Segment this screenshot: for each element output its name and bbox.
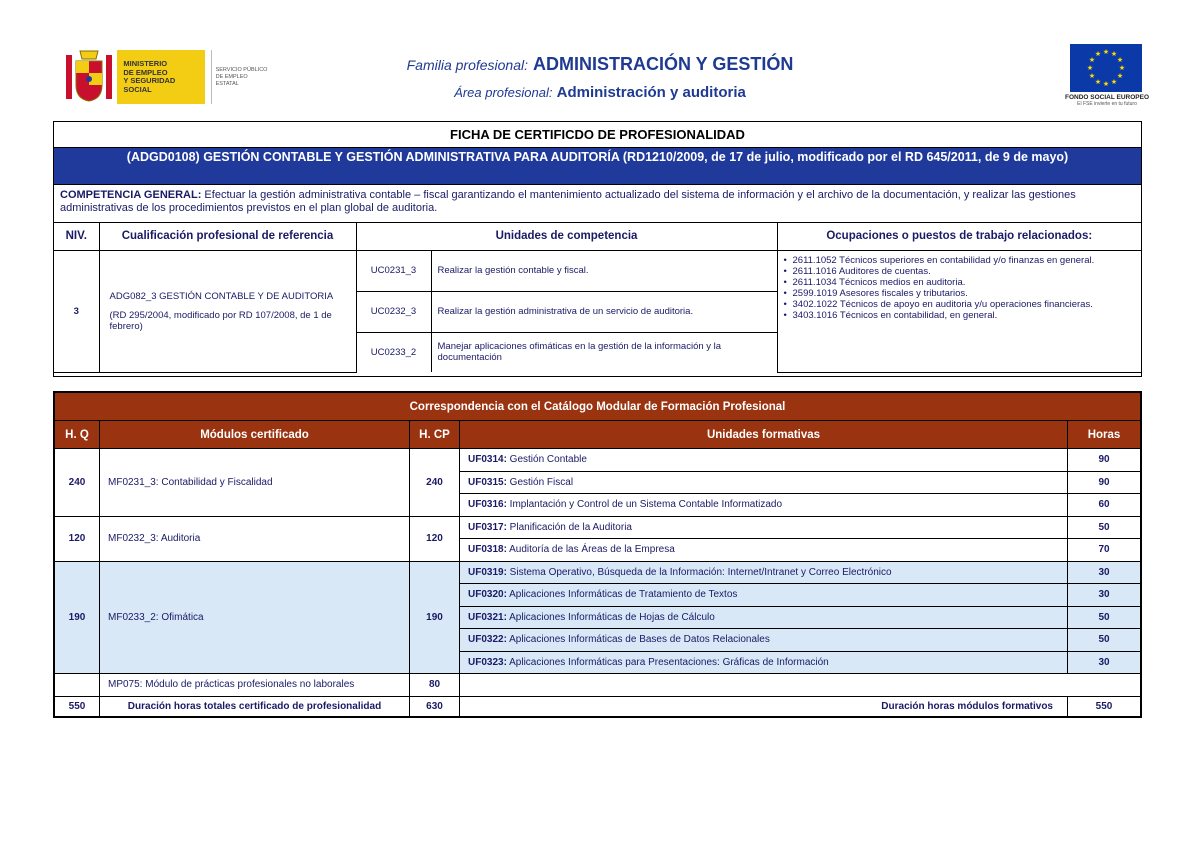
uf-cell	[460, 651, 1068, 674]
uf-cell	[460, 449, 1068, 472]
uf-cell	[460, 516, 1068, 539]
module-hcp: 240	[410, 449, 460, 517]
familia-profesional	[0, 54, 1200, 75]
table-row	[55, 516, 1141, 539]
uc-code: UC0233_2	[356, 332, 431, 372]
svg-text:★: ★	[1102, 80, 1110, 88]
uf-cell	[460, 539, 1068, 562]
uf-horas: 70	[1068, 539, 1141, 562]
ocupaciones-cell	[777, 250, 1141, 372]
uf-code: UF0314:	[468, 454, 507, 466]
catalogo-modular	[53, 391, 1142, 718]
horas-header: Horas	[1068, 421, 1141, 449]
practicas-name: MP075: Módulo de prácticas profesionales no laborales	[100, 674, 410, 697]
empty-cell	[460, 674, 1141, 697]
svg-text:★: ★	[1116, 72, 1124, 80]
uf-cell	[460, 629, 1068, 652]
uf-cell	[460, 471, 1068, 494]
list-item: • 2611.1034 Técnicos medios en auditoria.	[784, 277, 1136, 288]
familia-label: Familia profesional:	[406, 57, 528, 73]
total-hq: 550	[55, 696, 100, 716]
area-label: Área profesional:	[454, 85, 553, 100]
cualificacion-rd: (RD 295/2004, modificado por RD 107/2008, de 1 de febrero)	[109, 309, 332, 332]
uc-code: UC0232_3	[356, 291, 431, 332]
ministry-line: Y SEGURIDAD SOCIAL	[123, 76, 176, 94]
catalogo-caption: Correspondencia con el Catálogo Modular de Formación Profesional	[55, 393, 1141, 421]
uf-code: UF0323:	[468, 656, 507, 668]
module-name: MF0233_2: Ofimática	[100, 561, 410, 674]
modulos-table	[54, 392, 1141, 717]
ministry-line: MINISTERIO	[123, 59, 168, 68]
uf-cell	[460, 606, 1068, 629]
uf-horas: 30	[1068, 584, 1141, 607]
module-hcp: 120	[410, 516, 460, 561]
cualificacion-table	[54, 223, 1141, 373]
uf-code: UF0320:	[468, 589, 507, 601]
unidades-header: Unidades de competencia	[356, 223, 777, 250]
uf-name: Aplicaciones Informáticas de Bases de Datos Relacionales	[506, 634, 770, 646]
page-header	[0, 0, 1200, 120]
ocupaciones-header: Ocupaciones o puestos de trabajo relacionados:	[777, 223, 1141, 250]
uf-horas: 90	[1068, 449, 1141, 472]
cualificacion-cell	[99, 250, 356, 372]
competencia-general	[54, 185, 1141, 223]
uf-code: UF0321:	[468, 611, 507, 623]
competencia-label: COMPETENCIA GENERAL:	[60, 189, 202, 201]
uf-horas: 50	[1068, 629, 1141, 652]
uf-code: UF0317:	[468, 521, 507, 533]
total-uf-label: Duración horas módulos formativos	[460, 696, 1068, 716]
module-hq: 190	[55, 561, 100, 674]
ministry-line: DE EMPLEO	[123, 67, 168, 77]
niv-value: 3	[54, 250, 99, 372]
cualificacion-name: ADG082_3 GESTIÓN CONTABLE Y DE AUDITORIA	[109, 290, 334, 302]
niv-header: NIV.	[54, 223, 99, 250]
uc-code: UC0231_3	[356, 250, 431, 291]
svg-text:★: ★	[1110, 50, 1118, 58]
list-item: • 2599.1019 Asesores fiscales y tributarios.	[784, 288, 1136, 299]
sepe-line: DE EMPLEO ESTATAL	[215, 73, 248, 87]
uf-code: UF0322:	[468, 634, 507, 646]
certificado-title: (ADGD0108) GESTIÓN CONTABLE Y GESTIÓN ADMINISTRATIVA PARA AUDITORÍA (RD1210/2009, de 17 de julio, modificado por el RD 645/2011, de 9 de mayo)	[54, 148, 1141, 185]
uf-name: Auditoría de las Áreas de la Empresa	[506, 544, 675, 556]
svg-text:★: ★	[1088, 56, 1096, 64]
familia-value: ADMINISTRACIÓN Y GESTIÓN	[533, 54, 794, 74]
module-hq: 120	[55, 516, 100, 561]
list-item: • 3403.1016 Técnicos en contabilidad, en general.	[784, 310, 1136, 321]
uf-horas: 90	[1068, 471, 1141, 494]
uf-code: UF0316:	[468, 499, 507, 511]
practicas-row	[55, 674, 1141, 697]
list-item: • 2611.1016 Auditores de cuentas.	[784, 266, 1136, 277]
hq-header: H. Q	[55, 421, 100, 449]
ocupaciones-list	[784, 255, 1136, 321]
uf-code: UF0315:	[468, 476, 507, 488]
module-name: MF0232_3: Auditoria	[100, 516, 410, 561]
svg-text:★: ★	[1116, 56, 1124, 64]
table-row	[55, 561, 1141, 584]
fse-logo	[1063, 44, 1151, 120]
sepe-line: SERVICIO PÚBLICO	[215, 66, 268, 73]
uf-horas: 50	[1068, 516, 1141, 539]
ficha-certificado	[53, 121, 1142, 377]
uf-name: Planificación de la Auditoria	[506, 521, 632, 533]
uf-name: Aplicaciones Informáticas para Presentaciones: Gráficas de Información	[506, 656, 829, 668]
uf-horas: 30	[1068, 651, 1141, 674]
empty-cell	[55, 674, 100, 697]
total-label: Duración horas totales certificado de profesionalidad	[100, 696, 410, 716]
module-name: MF0231_3: Contabilidad y Fiscalidad	[100, 449, 410, 517]
fse-label: FONDO SOCIAL EUROPEO	[1064, 94, 1150, 101]
uf-cell	[460, 584, 1068, 607]
svg-text:★: ★	[1118, 64, 1126, 72]
module-hq: 240	[55, 449, 100, 517]
uf-name: Aplicaciones Informáticas de Hojas de Cálculo	[506, 611, 715, 623]
unidades-formativas-header: Unidades formativas	[460, 421, 1068, 449]
uf-code: UF0318:	[468, 544, 507, 556]
svg-text:★: ★	[1088, 72, 1096, 80]
totales-row	[55, 696, 1141, 716]
area-value: Administración y auditoria	[556, 84, 746, 101]
catalogo-header-row	[55, 421, 1141, 449]
modulos-header: Módulos certificado	[100, 421, 410, 449]
eu-flag-icon	[1070, 44, 1142, 92]
table-row	[54, 250, 1141, 291]
svg-text:★: ★	[1110, 78, 1118, 86]
hcp-header: H. CP	[410, 421, 460, 449]
competencia-text: Efectuar la gestión administrativa contable – fiscal garantizando el mantenimiento actualizado del sistema de información y el archivo de la documentación, y realizar las gestiones administrativas de los procedimientos previstos en el plan global de auditoria.	[60, 189, 1076, 214]
fse-sub: El FSE invierte en tu futuro	[1077, 101, 1137, 107]
uf-name: Gestión Contable	[506, 454, 587, 466]
list-item: • 3402.1022 Técnicos de apoyo en auditoria y/u operaciones financieras.	[784, 299, 1136, 310]
area-profesional	[0, 84, 1200, 101]
uf-cell	[460, 494, 1068, 517]
uf-name: Sistema Operativo, Búsqueda de la Información: Internet/Intranet y Correo Electrónico	[506, 566, 892, 578]
svg-text:★: ★	[1094, 78, 1102, 86]
list-item: • 2611.1052 Técnicos superiores en contabilidad y/o finanzas en general.	[784, 255, 1136, 266]
practicas-hcp: 80	[410, 674, 460, 697]
module-hcp: 190	[410, 561, 460, 674]
total-horas: 550	[1068, 696, 1141, 716]
cualificacion-header-row	[54, 223, 1141, 250]
uf-horas: 30	[1068, 561, 1141, 584]
svg-text:★: ★	[1086, 64, 1094, 72]
total-hcp: 630	[410, 696, 460, 716]
svg-text:★: ★	[1094, 50, 1102, 58]
uf-name: Gestión Fiscal	[506, 476, 574, 488]
uf-cell	[460, 561, 1068, 584]
uc-desc: Realizar la gestión contable y fiscal.	[431, 250, 777, 291]
cualificacion-header: Cualificación profesional de referencia	[99, 223, 356, 250]
ficha-title: FICHA DE CERTIFICDO DE PROFESIONALIDAD	[54, 122, 1141, 148]
uf-name: Aplicaciones Informáticas de Tratamiento de Textos	[506, 589, 738, 601]
table-row	[55, 449, 1141, 472]
uc-desc: Realizar la gestión administrativa de un servicio de auditoria.	[431, 291, 777, 332]
uf-horas: 60	[1068, 494, 1141, 517]
svg-text:★: ★	[1102, 48, 1110, 56]
catalogo-caption-row	[55, 393, 1141, 421]
uf-name: Implantación y Control de un Sistema Contable Informatizado	[506, 499, 783, 511]
uf-code: UF0319:	[468, 566, 507, 578]
uf-horas: 50	[1068, 606, 1141, 629]
uc-desc: Manejar aplicaciones ofimáticas en la gestión de la información y la documentación	[431, 332, 777, 372]
